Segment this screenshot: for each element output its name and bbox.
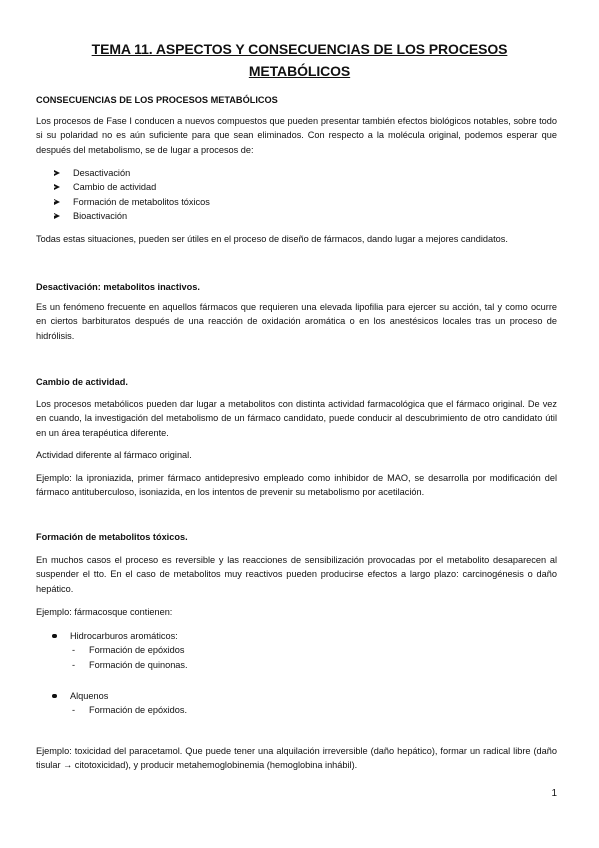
bullet-icon	[52, 634, 57, 639]
sub-list-item: - Formación de epóxidos.	[70, 703, 187, 717]
alkene-list	[52, 689, 187, 718]
sub-list-item: - Formación de quinonas.	[70, 658, 188, 672]
arrow-bullet-icon	[54, 199, 60, 205]
process-list	[54, 166, 210, 223]
arrow-bullet-icon	[54, 170, 60, 176]
list-item: Formación de metabolitos tóxicos	[54, 195, 210, 209]
list-item: Hidrocarburos aromáticos: - Formación de epóxidos - Formación de quinonas.	[52, 629, 188, 672]
section-heading-consecuencias: CONSECUENCIAS DE LOS PROCESOS METABÓLICOS	[36, 95, 278, 105]
toxicos-example-intro: Ejemplo: fármacosque contienen:	[36, 607, 173, 617]
bullet-icon	[52, 694, 57, 699]
dash-bullet-icon: -	[72, 659, 76, 670]
sub-list	[70, 703, 187, 717]
cambio-paragraph: Los procesos metabólicos pueden dar lugar a metabolitos con distinta actividad farmacológica que el fármaco original. De vez en cuando, la investigación del metabolismo de un fármaco candidato, puede conducir al descubrimiento de otro candidato útil en un área terapéutica diferente.	[36, 399, 557, 438]
page-title: TEMA 11. ASPECTOS Y CONSECUENCIAS DE LOS PROCESOS METABÓLICOS	[91, 41, 508, 79]
arrow-bullet-icon	[54, 184, 60, 190]
dash-bullet-icon: -	[72, 705, 76, 716]
section-heading-desactivacion: Desactivación: metabolitos inactivos.	[36, 282, 200, 292]
cambio-note: Actividad diferente al fármaco original.	[36, 450, 192, 460]
intro-paragraph: Los procesos de Fase I conducen a nuevos compuestos que pueden presentar también efectos biológicos notables, sobre todo si su polaridad no es aún suficiente para que sean eliminados. Con respecto a la molécula original, podemos esperar que después del metabolismo, se de lugar a procesos de:	[36, 116, 557, 155]
closing-paragraph: Todas estas situaciones, pueden ser útiles en el proceso de diseño de fármacos, dando lugar a mejores candidatos.	[36, 234, 508, 244]
list-item: Desactivación	[54, 166, 210, 180]
paracetamol-paragraph: Ejemplo: toxicidad del paracetamol. Que puede tener una alquilación irreversible (daño hepático), formar un radical libre (daño tisular → citotoxicidad), y producir metahemoglobinemia (hemoglobina inhábil).	[36, 746, 557, 771]
list-item: Bioactivación	[54, 209, 210, 223]
arrow-bullet-icon	[54, 213, 60, 219]
desactivacion-paragraph: Es un fenómeno frecuente en aquellos fármacos que requieren una elevada lipofilia para ejercer su acción, tal y como ocurre en ciertos barbituratos después de una reacción de oxidación aromática o en los anestésicos locales tras un proceso de hidrólisis.	[36, 302, 557, 341]
section-heading-toxicos: Formación de metabolitos tóxicos.	[36, 532, 188, 542]
aromatic-list	[52, 629, 188, 672]
dash-bullet-icon: -	[72, 645, 76, 656]
page-number: 1	[551, 788, 557, 799]
sub-list-item: - Formación de epóxidos	[70, 643, 188, 657]
list-item: Alquenos - Formación de epóxidos.	[52, 689, 187, 718]
section-heading-cambio: Cambio de actividad.	[36, 377, 128, 387]
list-item: Cambio de actividad	[54, 180, 210, 194]
cambio-example: Ejemplo: la iproniazida, primer fármaco antidepresivo empleado como inhibidor de MAO, se desarrolla por modificación del fármaco antituberculoso, isoniazida, en los intentos de prevenir su metabolismo por acetilación.	[36, 473, 557, 498]
sub-list	[70, 643, 188, 672]
toxicos-paragraph: En muchos casos el proceso es reversible y las reacciones de sensibilización provocadas por el metabolito desaparecen al suspender el tto. En el caso de metabolitos muy reactivos pueden producirse efectos a largo plazo: carcinogénesis o daño hepático.	[36, 555, 557, 594]
